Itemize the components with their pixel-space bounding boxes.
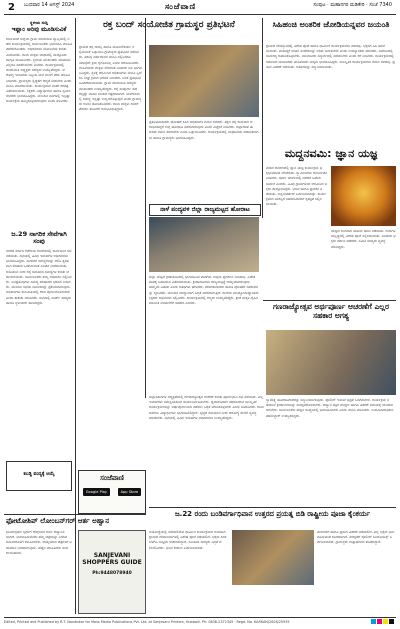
center-mid-body-2: ಸ್ವಾತಂತ್ರ್ಯ ಹೋರಾಟಗಾರರನ್ನು ಸನ್ಮಾನಿಸಲಾಗುವುದು. ಪೊಲೀಸ್ ಇಲಾಖೆ ಭದ್ರತೆ ಒದಗಿಸಬೇಕು. ಕಾರ್ಯಕ್ರಮ ನಡೆಯುವ ಕ್ರೀಡಾಂಗಣವನ್ನು ಸುಸಜ್ಜಿತಗೊಳಿಸಬೇಕು. ಆಹ್ವಾನ ಪತ್ರಿಕೆ ಮುದ್ರಣ ಹಾಗೂ ವಿತರಣೆ ಸಮಯಕ್ಕೆ ಸರಿಯಾಗಿ ಆಗಬೇಕು. ಸಾರ್ವಜನಿಕರು ಹೆಚ್ಚಿನ ಸಂಖ್ಯೆಯಲ್ಲಿ ಭಾಗವಹಿಸಬೇಕು ಎಂದು ಮನವಿ ಮಾಡಿದರು. ಉಪವಿಭಾಗಾಧಿಕಾರಿ ತಹಶೀಲ್ದಾರ್ ಉಪಸ್ಥಿತರಿದ್ದರು.: [266, 398, 394, 418]
center-mid-headline: ಗಣರಾಜ್ಯೋತ್ಸವ ಅರ್ಥಪೂರ್ಣ ಆಚರಣೆಗೆ ಎಲ್ಲರ ಸಹಕಾರ ಅಗತ್ಯ: [273, 302, 389, 320]
left-box-caption: ಕಬಡ್ಡಿ ಪಂದ್ಯಕ್ಕೆ ಆಯ್ಕೆ: [23, 471, 55, 477]
meeting-photo: [266, 330, 396, 395]
center-low-body-2: ಮೆರವಣಿಗೆ ಹಾಗೂ ಪ್ರಸಾದ ವಿತರಣೆ ನಡೆಯಲಿದೆ. ಎಲ್ಲ ಭಕ್ತರು ಭಾಗವಹಿಸುವಂತೆ ಕೋರಲಾಗಿದೆ. ಸುರಕ್ಷತೆಗೆ ಪೊಲೀಸ್ ಬಂದೋಬಸ್ತ್ ಏರ್ಪಡಿಸಲಾಗಿದೆ. ಗ್ರಾಮಸ್ಥರು ಉತ್ಸಾಹದಿಂದ ತೊಡಗಿದ್ದಾರೆ.: [317, 530, 395, 545]
right-top-story: [266, 20, 396, 29]
center-top-headline: ರಕ್ತ ಬಂದ್ ಸಂಯೋಜಿತ ಗ್ರಾಮಸ್ಥರ ಪ್ರತಿಭಟನೆ: [103, 20, 235, 30]
left-kicker: ಸ್ಥಳೀಯ ಸುದ್ದಿ: [30, 20, 48, 25]
section-rule: [4, 514, 146, 515]
print-color-bar: [371, 619, 394, 624]
deity-photo: [331, 166, 396, 226]
center-subheadline: ನಾಳೆ ಪಂದ್ಯವಳಿ ಜಿಲ್ಲಾ ರಾಜ್ಯಮಟ್ಟದ ಹೋರಾಟ: [160, 206, 250, 213]
header-right-info: ಸಂಪುಟ · ಮಹಾನಗರ ಮಡಿಕೇರಿ · ಸಂಜೆ 7340: [313, 2, 392, 8]
magenta-swatch: [377, 619, 382, 624]
temple-photo: [232, 530, 314, 585]
left-column: [6, 20, 72, 491]
center-left-body: ಗ್ರಾಮದ ರಸ್ತೆ ದುರಸ್ತಿ ಹಾಗೂ ಮೂಲಸೌಕರ್ಯ ಕಲ್ಪಿಸುವಂತೆ ಒತ್ತಾಯಿಸಿ ಗ್ರಾಮಸ್ಥರು ಪ್ರತಿಭಟನೆ ನಡೆಸಿದರು. ಹಲವು ವರ್ಷಗಳಿಂದ ಮನವಿ ಸಲ್ಲಿಸಿದರೂ ಯಾವುದೇ ಕ್ರಮ ಕೈಗೊಂಡಿಲ್ಲ ಎಂದು ಆರೋಪಿಸಿದರು. ಮಹಿಳೆಯರು ಮಕ್ಕಳು ಸೇರಿದಂತೆ ನೂರಾರು ಜನ ಭಾಗವಹಿಸಿದ್ದರು. ಸ್ಥಳಕ್ಕೆ ಆಗಮಿಸಿದ ಅಧಿಕಾರಿಗಳು ಮನವಿ ಸ್ವೀಕರಿಸಿ ಶೀಘ್ರ ಕ್ರಮದ ಭರವಸೆ ನೀಡಿದರು. ಬಳಿಕ ಪ್ರತಿಭಟನೆ ಹಿಂಪಡೆಯಲಾಯಿತು. ಗ್ರಾಮ ಪಂಚಾಯಿತಿ ಸದಸ್ಯರು ಮುಖಂಡರು ಉಪಸ್ಥಿತರಿದ್ದರು. ರಸ್ತೆ ಸಂಪೂರ್ಣ ಹದಗೆಟ್ಟಿದ್ದು ವಾಹನ ಸಂಚಾರ ಕಷ್ಟಕರವಾಗಿದೆ. ಮಳೆಗಾಲದಲ್ಲಿ ಸಮಸ್ಯೆ ಇನ್ನಷ್ಟು ಉಲ್ಬಣಗೊಳ್ಳುತ್ತದೆ ಎಂದು ಗ್ರಾಮಸ್ಥರು ಅಳಲು ತೋಡಿಕೊಂಡರು. ಶಾಲಾ ಮಕ್ಕಳು ಶಾಲೆಗೆ ತೆರಳಲು ತೊಂದರೆ ಅನುಭವಿಸುತ್ತಿದ್ದಾರೆ.: [79, 45, 142, 112]
left-headline: ಇಫ್ಲಾಂ ಅರಿವು ಮೂಡಿಸುವಿಕೆ: [11, 26, 67, 33]
center-low-headline: ಜ.22 ರಂದು ಬಂಡಿವರ್ಗಾಧಿವಾನ ಉತ್ತರದ ಪ್ರಯತ್ನ ಬಿಡಿ ರಾಷ್ಟ್ರೀಯ ಪೂಜಾ ಕೈಂಕರ್ಯ: [174, 510, 371, 518]
left-boxed-item: [6, 461, 72, 491]
right-feature-headline: ಮದ್ದನವಮಿ: ಜ್ಞಾನ ಯಜ್ಞ: [284, 147, 378, 160]
page-number: 2: [8, 2, 15, 13]
section-rule: [263, 300, 396, 301]
column-divider: [262, 18, 263, 218]
left-story2-headline: ಜ.29 ನಾಗರಿಕ ಸೇವೆಗಾಗಿ ಸಂಪು: [11, 229, 67, 246]
ad-title: SANJEVANI SHOPPERS GUIDE: [82, 552, 142, 566]
right-top-body: ಗ್ರಾಮದ ದೇವಸ್ಥಾನದಲ್ಲಿ ವಿಶೇಷ ಪೂಜೆ ಹಾಗೂ ಧಾರ್ಮಿಕ ಕಾರ್ಯಕ್ರಮಗಳು ನಡೆದವು. ಭಕ್ತರಿಗೆ ಸಿಹಿ ಹಂಚಲಾಯಿತು. ಮಹಾತ್ಮರ ಜೀವನ ಸಂದೇಶವನ್ನು ಅರಿತು ಬದುಕಬೇಕು ಎಂದು ಉಪನ್ಯಾಸಕರು ಹೇಳಿದರು. ಸಮಾಜದಲ್ಲಿ ಸಾಮರಸ್ಯ ಕಾಪಾಡಿಕೊಳ್ಳಬೇಕು. ಯುವಜನರು ಸನ್ಮಾರ್ಗದಲ್ಲಿ ನಡೆಯಬೇಕು ಎಂದು ಕರೆ ನೀಡಿದರು. ಕಾರ್ಯಕ್ರಮದಲ್ಲಿ ಸಮಾಜದ ಮುಖಂಡರು ಮಹಿಳೆಯರು ಮಕ್ಕಳು ಭಾಗವಹಿಸಿದ್ದರು. ಸಾಂಸ್ಕೃತಿಕ ಕಾರ್ಯಕ್ರಮಗಳು ಗಮನ ಸೆಳೆದವು. ಪ್ರಸಾದ ವಿತರಣೆ ನಡೆಯಿತು. ಅತಿಥಿಗಳನ್ನು ಸನ್ಮಾನಿಸಲಾಯಿತು.: [266, 44, 395, 69]
center-low-body: ಅಯೋಧ್ಯೆಯಲ್ಲಿ ನಡೆಯಲಿರುವ ಧಾರ್ಮಿಕ ಕಾರ್ಯಕ್ರಮದ ಅಂಗವಾಗಿ ಗ್ರಾಮದ ದೇವಾಲಯಗಳಲ್ಲಿ ವಿಶೇಷ ಪೂಜೆ ನಡೆಯಲಿದೆ. ಭಕ್ತರು ದೀಪ ಬೆಳಗಿಸಿ ಸಂಭ್ರಮ ಆಚರಿಸಲಿದ್ದಾರೆ. ಸಮಿತಿಯ ಸದಸ್ಯರು ಸಿದ್ಧತೆ ಪರಿಶೀಲಿಸಿದರು. ಭಜನೆ ಕೀರ್ತನೆ ಏರ್ಪಡಿಸಲಾಗಿದೆ.: [149, 530, 227, 550]
google-play-button[interactable]: Google Play: [83, 488, 110, 496]
issue-date: ಬುಧವಾರ 14 ಆಗಸ್ಟ್ 2024: [24, 2, 75, 8]
page-header: [4, 2, 396, 15]
app-promo-masthead: ಸಂಜೆವಾಣಿ: [100, 474, 124, 482]
masthead: ಸಂಜೆವಾಣಿ: [165, 2, 197, 11]
center-mid-body: ಜಿಲ್ಲಾಧಿಕಾರಿಗಳ ಅಧ್ಯಕ್ಷತೆಯಲ್ಲಿ ಗಣರಾಜ್ಯೋತ್ಸವ ಆಚರಣೆ ಕುರಿತು ಪೂರ್ವಭಾವಿ ಸಭೆ ನಡೆಯಿತು. ಎಲ್ಲ ಇಲಾಖೆಗಳು ಸಮನ್ವಯದಿಂದ ಕಾರ್ಯನಿರ್ವಹಿಸಬೇಕು. ಧ್ವಜಾರೋಹಣ ಪಥಸಂಚಲನ ಸಾಂಸ್ಕೃತಿಕ ಕಾರ್ಯಕ್ರಮಗಳನ್ನು ಅರ್ಥಪೂರ್ಣವಾಗಿ ನಡೆಸಲು ಸಿದ್ಧತೆ ಮಾಡಿಕೊಳ್ಳಬೇಕು ಎಂದು ಸೂಚಿಸಿದರು. ಶಾಲಾ ಕಾಲೇಜು ವಿದ್ಯಾರ್ಥಿಗಳು ಭಾಗವಹಿಸಲಿದ್ದಾರೆ. ಸ್ವಚ್ಛತೆ ಕುಡಿಯುವ ನೀರು ಆರೋಗ್ಯ ಸೇವೆಗೆ ವ್ಯವಸ್ಥೆ ಮಾಡಬೇಕು. ಸಭೆಯಲ್ಲಿ ವಿವಿಧ ಇಲಾಖೆಗಳ ಅಧಿಕಾರಿಗಳು ಉಪಸ್ಥಿತರಿದ್ದರು.: [149, 395, 264, 420]
app-store-button[interactable]: App Store: [118, 488, 142, 496]
app-promo-box: [78, 470, 146, 514]
center-right-body: ಪ್ರತಿಭಟನಾಕಾರರು ಘೋಷಣೆ ಕೂಗಿ ಅಧಿಕಾರಿಗಳ ಗಮನ ಸೆಳೆದರು. ತಕ್ಷಣ ರಸ್ತೆ ಕಾಮಗಾರಿ ಆರಂಭಿಸದಿದ್ದರೆ ಉಗ್ರ ಹೋರಾಟ ನಡೆಸಲಾಗುವುದು ಎಂದು ಎಚ್ಚರಿಕೆ ನೀಡಿದರು. ಜಿಲ್ಲಾಡಳಿತ ಈ ಕುರಿತು ಗಮನ ಹರಿಸಬೇಕು ಎಂದು ಒತ್ತಾಯಿಸಿದರು. ಕಾರ್ಯಕ್ರಮದಲ್ಲಿ ಸಂಘಟನೆಯ ಪದಾಧಿಕಾರಿಗಳು ಹಾಗೂ ಗ್ರಾಮಸ್ಥರು ಭಾಗವಹಿಸಿದ್ದರು.: [149, 120, 259, 140]
ad-phone: Ph:9448078940: [92, 570, 132, 576]
section-rule: [149, 507, 396, 508]
center-top-story: [79, 20, 259, 30]
photo-contest-headline: ಫೋಟೋಶಿಪ್ ಲೋಂಬನ್‌ಗರ್ ಆರ್ತ ಅಹ್ವಾನ: [6, 517, 110, 525]
protest-photo: [149, 45, 259, 117]
right-feature-body-2: ಯಜ್ಞದ ಅಂಗವಾಗಿ ಹೋಮ ಹವನ ನಡೆಯಿತು. ಗುರುಗಳ ಸಾನ್ನಿಧ್ಯದಲ್ಲಿ ವಿಶೇಷ ಪೂಜೆ ಸಲ್ಲಿಸಲಾಯಿತು. ನೂರಾರು ಭಕ್ತರು ದರ್ಶನ ಪಡೆದರು. ಸಮಿತಿ ಸದಸ್ಯರು ವ್ಯವಸ್ಥೆ ಮಾಡಿದ್ದರು.: [331, 229, 396, 249]
cyan-swatch: [371, 619, 376, 624]
black-swatch: [389, 619, 394, 624]
center-subhead-box: [149, 204, 261, 216]
shoppers-guide-ad[interactable]: [78, 530, 146, 614]
right-feature-body: ಮಠದ ಆವರಣದಲ್ಲಿ ಜ್ಞಾನ ಯಜ್ಞ ಕಾರ್ಯಕ್ರಮ ಭಕ್ತಿಭಾವದಿಂದ ನೆರವೇರಿತು. ಸ್ವಾಮೀಜಿಗಳು ಆಶೀರ್ವಚನ ನೀಡಿದರು. ಧರ್ಮ ಮಾರ್ಗದಲ್ಲಿ ನಡೆದರೆ ಬದುಕು ಸಾರ್ಥಕ ಎಂದರು. ವಿವಿಧ ಗ್ರಾಮಗಳಿಂದ ಆಗಮಿಸಿದ ಭಕ್ತರು ಪಾಲ್ಗೊಂಡಿದ್ದರು. ಭಜನೆ ಹಾಗೂ ಪ್ರವಚನ ನಡೆಯಿತು. ಅನ್ನಸಂತರ್ಪಣೆ ಏರ್ಪಡಿಸಲಾಗಿತ್ತು. ಕಾರ್ಯಕ್ರಮದ ಯಶಸ್ಸಿಗೆ ಸಹಕರಿಸಿದವರಿಗೆ ಕೃತಜ್ಞತೆ ಸಲ್ಲಿಸಲಾಯಿತು.: [266, 166, 328, 207]
page-footer: Edited, Printed and Published by R.T. Nandiskar for Mass Media Publications Pvt. Ltd. at Sanjevani Printers, Hubballi. Ph: 0836-2372345 · Regd. No. KARKAN/2008/25935: [4, 617, 396, 626]
yellow-swatch: [383, 619, 388, 624]
group-photo: [149, 217, 259, 272]
center-subhead-body: ಜಿಲ್ಲಾ ಮಟ್ಟದ ಕ್ರೀಡಾಕೂಟದಲ್ಲಿ ಭಾಗವಹಿಸಿದ ತಂಡಗಳು ಉತ್ತಮ ಪ್ರದರ್ಶನ ನೀಡಿದವು. ವಿಜೇತ ತಂಡಕ್ಕೆ ಬಹುಮಾನ ವಿತರಿಸಲಾಯಿತು. ಕ್ರೀಡಾಪಟುಗಳು ರಾಜ್ಯಮಟ್ಟಕ್ಕೆ ಆಯ್ಕೆಯಾಗಿರುವುದು ಹೆಮ್ಮೆಯ ವಿಷಯ ಎಂದು ಅತಿಥಿಗಳು ಹೇಳಿದರು. ತರಬೇತುದಾರರು ಹಾಗೂ ಪೋಷಕರ ಸಹಕಾರವನ್ನು ಸ್ಮರಿಸಿದರು. ಮುಂದಿನ ಪಂದ್ಯಾವಳಿಗೆ ಸಿದ್ಧತೆ ನಡೆಸಲಾಗುತ್ತಿದೆ. ಶಾಲೆಯ ಮುಖ್ಯೋಪಾಧ್ಯಾಯರು ಶಿಕ್ಷಕರು ಅಭಿನಂದನೆ ಸಲ್ಲಿಸಿದರು. ಕಾರ್ಯಕ್ರಮದಲ್ಲಿ ಗಣ್ಯರು ಉಪಸ್ಥಿತರಿದ್ದರು. ಕ್ರೀಡೆ ಮಕ್ಕಳ ದೈಹಿಕ ಮಾನಸಿಕ ಬೆಳವಣಿಗೆಗೆ ಸಹಕಾರಿ ಎಂದರು.: [149, 275, 259, 306]
left-story2-body: ನಗರದ ಸರ್ಕಾರಿ ಕಚೇರಿಯ ಆವರಣದಲ್ಲಿ ಸಾರ್ವಜನಿಕ ಸಭೆ ನಡೆಯಿತು. ಸಭೆಯಲ್ಲಿ ವಿವಿಧ ಇಲಾಖೆಗಳ ಅಧಿಕಾರಿಗಳು ಭಾಗವಹಿಸಿದ್ದರು. ನಾಗರಿಕರ ಸಮಸ್ಯೆಗಳನ್ನು ಆಲಿಸಿ ತ್ವರಿತವಾಗಿ ಪರಿಹಾರ ಒದಗಿಸುವಂತೆ ಸೂಚನೆ ನೀಡಲಾಯಿತು. ಕುಡಿಯುವ ನೀರು ರಸ್ತೆ ಬೀದಿದೀಪ ಸಮಸ್ಯೆಗಳ ಕುರಿತು ಚರ್ಚಿಸಲಾಯಿತು. ಸಾರ್ವಜನಿಕರು ತಮ್ಮ ಅಹವಾಲು ಸಲ್ಲಿಸಿದರು. ಜನಪ್ರತಿನಿಧಿಗಳು ಸಮಸ್ಯೆ ಪರಿಹಾರದ ಭರವಸೆ ನೀಡಿದರು. ಮುಂದಿನ ಸಭೆಯ ದಿನಾಂಕವನ್ನು ಪ್ರಕಟಿಸಲಾಗುವುದು. ಅಧಿಕಾರಿಗಳು ಕಾಲಮಿತಿಯಲ್ಲಿ ಕೆಲಸ ಪೂರ್ಣಗೊಳಿಸಬೇಕು ಎಂದು ತಾಕೀತು ಮಾಡಿದರು. ಸಭೆಯಲ್ಲಿ ವಾರ್ಡ್ ಸದಸ್ಯರು ಹಾಗೂ ಸ್ಥಳೀಯರು ಹಾಜರಿದ್ದರು.: [6, 248, 72, 305]
left-body-text: ಕರ್ನಾಟಕದ ಜಿಲ್ಲೆಯ ಗ್ರಾಮ ಪಂಚಾಯಿತಿ ವ್ಯಾಪ್ತಿಯಲ್ಲಿ ನಡೆದ ಕಾರ್ಯಕ್ರಮದಲ್ಲಿ ಸಾರ್ವಜನಿಕರು ಭಾಗವಹಿಸಿ ಮಾಹಿತಿ ಪಡೆದುಕೊಂಡರು. ಅಧಿಕಾರಿಗಳು ಯೋಜನೆಯ ಕುರಿತು ವಿವರಿಸಿದರು. ಶಾಲಾ ಮಕ್ಕಳು ಜಾಥಾದಲ್ಲಿ ಪಾಲ್ಗೊಂಡು ಜಾಗೃತಿ ಮೂಡಿಸಿದರು. ಸ್ಥಳೀಯ ಮುಖಂಡರು ಮಾತನಾಡಿ ಎಲ್ಲರೂ ಸಹಕರಿಸಬೇಕು ಎಂದರು. ಕಾರ್ಯಕ್ರಮದಲ್ಲಿ ಪಂಚಾಯಿತಿ ಅಧ್ಯಕ್ಷರು ಸದಸ್ಯರು ಉಪಸ್ಥಿತರಿದ್ದರು. ಆರೋಗ್ಯ ಇಲಾಖೆಯ ಸಿಬ್ಬಂದಿ ಮನೆ ಮನೆಗೆ ತೆರಳಿ ಮಾಹಿತಿ ನೀಡಿದರು. ಗ್ರಾಮಸ್ಥರು ಸ್ವಚ್ಛತೆಗೆ ಆದ್ಯತೆ ನೀಡಬೇಕು ಎಂದು ಮನವಿ ಮಾಡಲಾಯಿತು. ಕಾರ್ಯಕ್ರಮದ ನಂತರ ಕರಪತ್ರ ವಿತರಿಸಲಾಯಿತು. ಶಿಕ್ಷಕರು ವಿದ್ಯಾರ್ಥಿಗಳು ಹಾಗೂ ಸ್ವಯಂ ಸೇವಕರು ಭಾಗವಹಿಸಿದ್ದರು. ಮುಂದಿನ ದಿನಗಳಲ್ಲಿ ಇನ್ನಷ್ಟು ಕಾರ್ಯಕ್ರಮ ಹಮ್ಮಿಕೊಳ್ಳಲಾಗುವುದು ಎಂದು ತಿಳಿಸಿದರು.: [6, 36, 72, 104]
photo-contest-body: ಛಾಯಾಗ್ರಹಣ ಸ್ಪರ್ಧೆಗೆ ಆಸಕ್ತರಿಂದ ಅರ್ಜಿ ಆಹ್ವಾನಿಸಲಾಗಿದೆ. ಭಾಗವಹಿಸುವವರು ತಮ್ಮ ಚಿತ್ರಗಳನ್ನು ನಿಗದಿತ ದಿನಾಂಕದೊಳಗೆ ಕಳುಹಿಸಬೇಕು. ಆಯ್ಕೆಯಾದ ಚಿತ್ರಗಳಿಗೆ ಬಹುಮಾನ ನೀಡಲಾಗುವುದು. ಹೆಚ್ಚಿನ ಮಾಹಿತಿಗಾಗಿ ಸಂಪರ್ಕಿಸಬಹುದು.: [6, 530, 72, 555]
right-top-headline: ಸಿಹಿಹಂಚಿ ಅಂತರಿಕ ಜೋಡಿಯನ್ನವರ ಜಯಂತಿ: [272, 20, 390, 29]
column-divider: [145, 18, 146, 398]
